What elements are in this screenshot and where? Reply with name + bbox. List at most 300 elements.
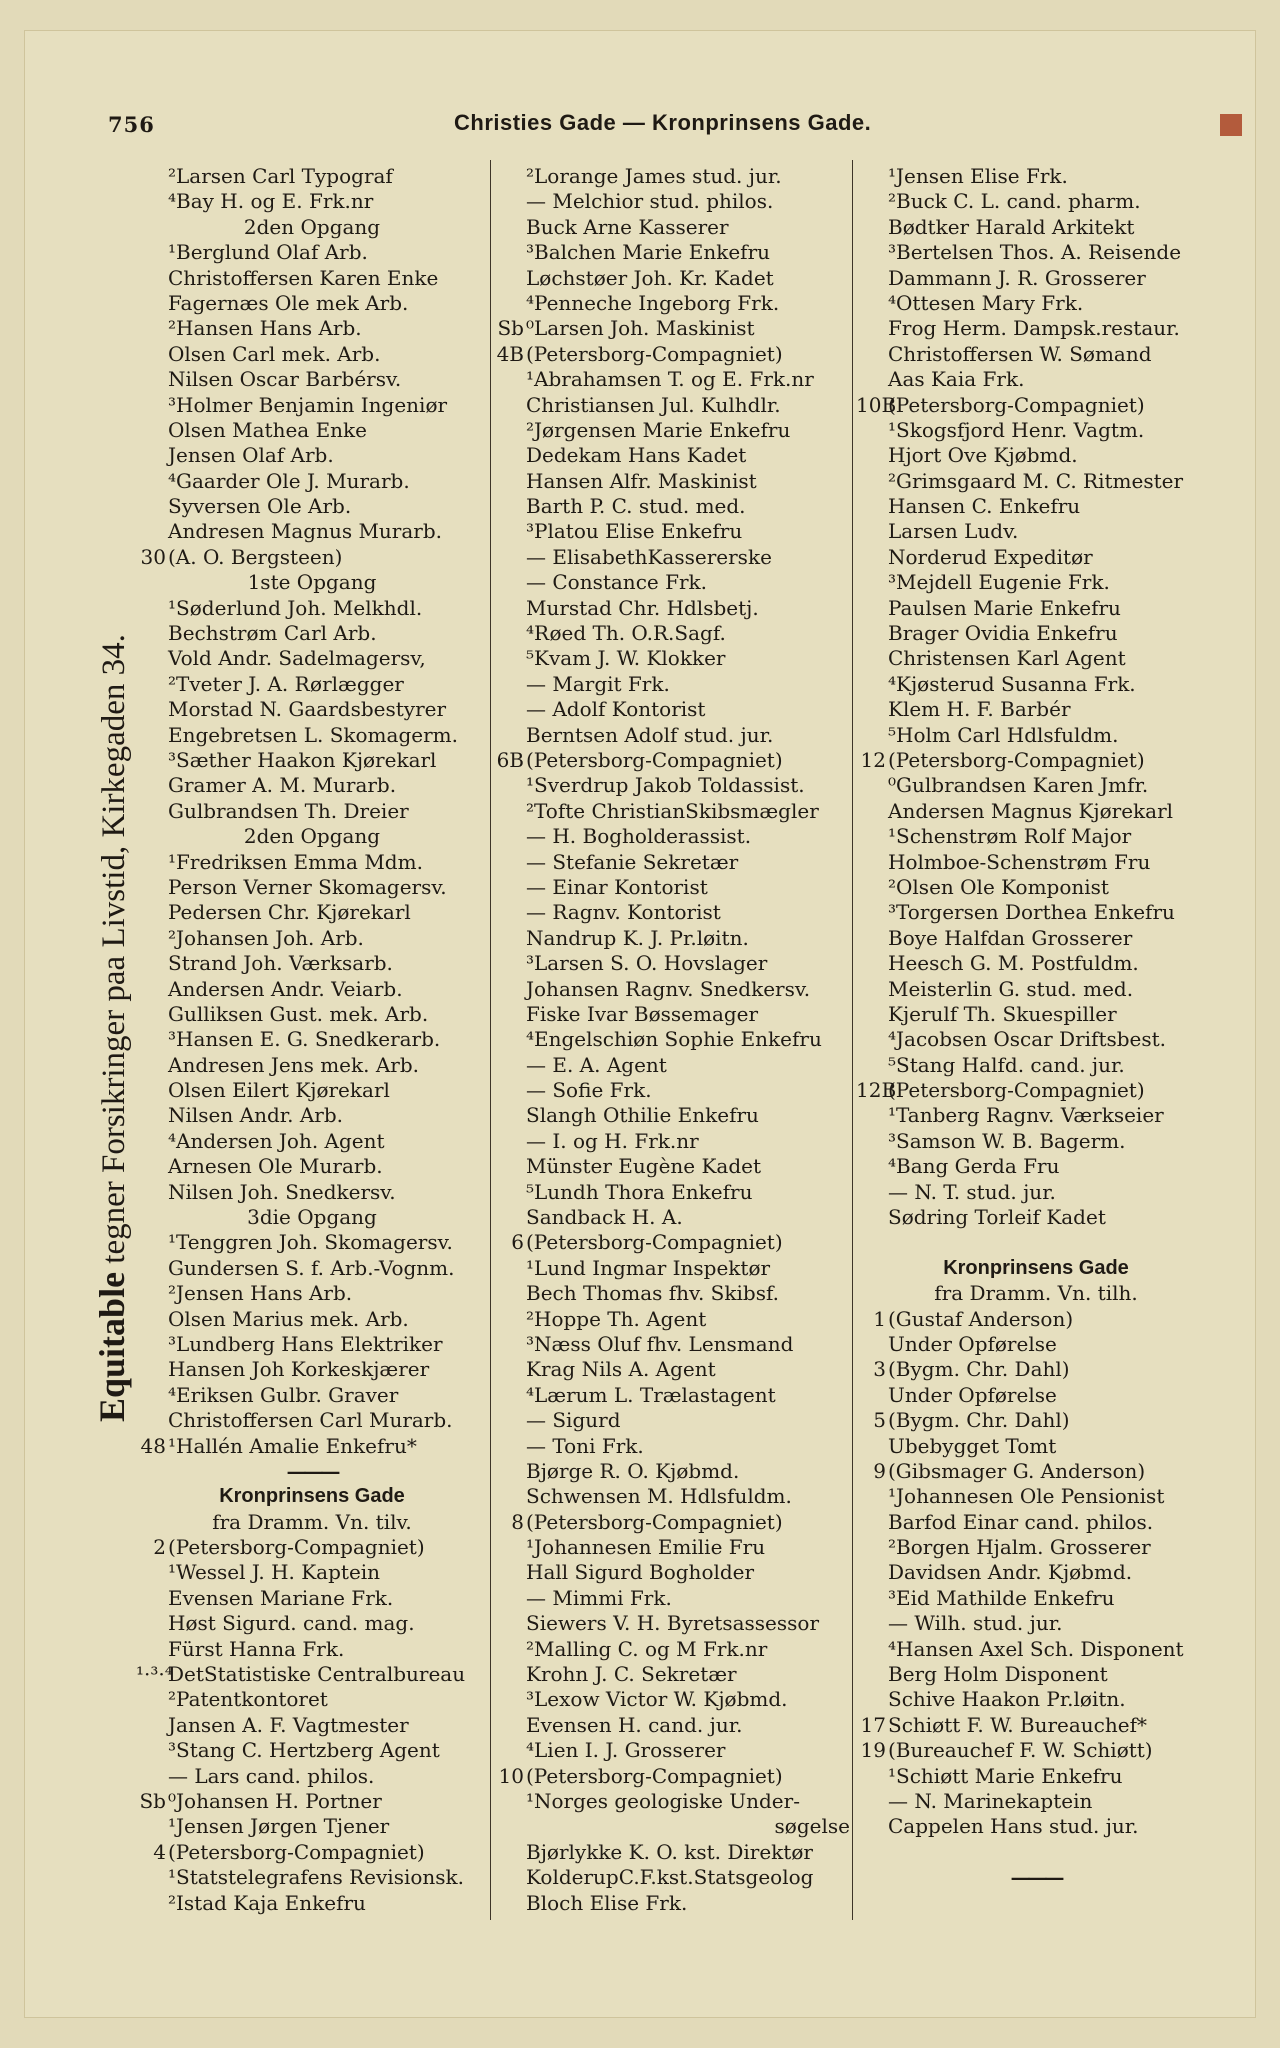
- entry-text: Nilsen Oscar Barbérsv.: [168, 367, 402, 392]
- directory-entry: [136, 240, 488, 265]
- directory-entry: [136, 799, 488, 824]
- entry-text: — Constance Frk.: [526, 570, 707, 595]
- house-number: 3: [873, 1357, 886, 1382]
- house-number: 12: [860, 747, 886, 772]
- directory-entry: [136, 443, 488, 468]
- directory-entry: [136, 1332, 488, 1357]
- entry-text: Andresen Magnus Murarb.: [168, 519, 443, 544]
- directory-entry: [494, 621, 856, 646]
- entry-text: Schiøtt F. W. Bureauchef*: [888, 1712, 1148, 1737]
- entry-text: Johansen Ragnv. Snedkersv.: [526, 976, 811, 1001]
- directory-entry: [856, 291, 1216, 316]
- sub-heading: [136, 570, 488, 595]
- entry-text: Christoffersen W. Sømand: [888, 341, 1152, 366]
- directory-entry: [136, 926, 488, 951]
- entry-text: Aas Kaia Frk.: [888, 367, 1025, 392]
- directory-entry: [136, 1764, 488, 1789]
- directory-entry: [856, 1408, 1216, 1433]
- entry-text: søgelse: [774, 1814, 850, 1839]
- entry-text: ⁰Larsen Joh. Maskinist: [526, 316, 755, 341]
- entry-text: (Petersborg-Compagniet): [526, 341, 783, 366]
- directory-entry: [494, 291, 856, 316]
- directory-entry: [494, 646, 856, 671]
- entry-text: — Ragnv. Kontorist: [526, 900, 721, 925]
- street-heading: [856, 1256, 1216, 1281]
- directory-entry: [494, 189, 856, 214]
- entry-text: — E. A. Agent: [526, 1052, 667, 1077]
- directory-entry: [136, 875, 488, 900]
- directory-entry: [136, 189, 488, 214]
- side-advertisement: [90, 634, 134, 1422]
- entry-text: ⁵Stang Halfd. cand. jur.: [888, 1052, 1125, 1077]
- entry-text: Krag Nils A. Agent: [526, 1357, 716, 1382]
- entry-text: ³Lundberg Hans Elektriker: [168, 1331, 443, 1356]
- directory-entry: [856, 443, 1216, 468]
- directory-entry: [856, 1535, 1216, 1560]
- entry-text: Høst Sigurd. cand. mag.: [168, 1611, 415, 1636]
- directory-entry: [494, 342, 856, 367]
- entry-text: (Petersborg-Compagniet): [526, 747, 783, 772]
- entry-text: ¹Johannesen Emilie Fru: [526, 1535, 766, 1560]
- entry-text: Schive Haakon Pr.løitn.: [888, 1687, 1126, 1712]
- directory-entry: [136, 1637, 488, 1662]
- corner-mark-icon: [1220, 114, 1242, 136]
- directory-entry: [494, 951, 856, 976]
- entry-text: Jensen Olaf Arb.: [168, 443, 334, 468]
- directory-entry: [136, 1408, 488, 1433]
- directory-entry: [494, 1256, 856, 1281]
- directory-entry: [856, 977, 1216, 1002]
- entry-text: Heesch G. M. Postfuldm.: [888, 951, 1139, 976]
- column-divider: [490, 160, 491, 1920]
- entry-text: Dammann J. R. Grosserer: [888, 265, 1146, 290]
- directory-entry: [856, 646, 1216, 671]
- entry-text: Schwensen M. Hdlsfuldm.: [526, 1484, 792, 1509]
- house-number: 6B: [496, 747, 524, 772]
- entry-text: Paulsen Marie Enkefru: [888, 595, 1121, 620]
- entry-text: ¹Schiøtt Marie Enkefru: [888, 1763, 1123, 1788]
- entry-text: ²Tveter J. A. Rørlægger: [168, 671, 404, 696]
- entry-text: ¹Tanberg Ragnv. Værkseier: [888, 1103, 1164, 1128]
- entry-text: Berntsen Adolf stud. jur.: [526, 722, 774, 747]
- street-heading: [136, 1484, 488, 1509]
- entry-text: ²Patentkontoret: [168, 1687, 328, 1712]
- entry-text: ³Balchen Marie Enkefru: [526, 240, 771, 265]
- directory-entry: [494, 1814, 856, 1839]
- entry-text: — Lars cand. philos.: [168, 1763, 375, 1788]
- directory-entry: [494, 900, 856, 925]
- directory-entry: [136, 951, 488, 976]
- directory-entry: [494, 1891, 856, 1916]
- entry-text: Bødtker Harald Arkitekt: [888, 214, 1135, 239]
- directory-entry: [856, 1002, 1216, 1027]
- entry-text: Bechstrøm Carl Arb.: [168, 621, 377, 646]
- directory-entry: [136, 418, 488, 443]
- entry-text: ———: [1010, 1865, 1062, 1890]
- entry-text: ¹Søderlund Joh. Melkhdl.: [168, 595, 423, 620]
- entry-text: Under Opførelse: [888, 1382, 1057, 1407]
- entry-text: Nandrup K. J. Pr.løitn.: [526, 925, 749, 950]
- sub-heading: [136, 215, 488, 240]
- directory-entry: [494, 850, 856, 875]
- entry-text: (A. O. Bergsteen): [168, 544, 343, 569]
- house-number: 8: [511, 1509, 524, 1534]
- entry-text: Jansen A. F. Vagtmester: [168, 1712, 409, 1737]
- directory-entry: [136, 1078, 488, 1103]
- directory-entry: [136, 519, 488, 544]
- entry-text: Fiske Ivar Bøssemager: [526, 1001, 759, 1026]
- entry-text: — Toni Frk.: [526, 1433, 644, 1458]
- entry-text: — Wilh. stud. jur.: [888, 1611, 1063, 1636]
- directory-entry: [136, 1002, 488, 1027]
- directory-entry: [856, 570, 1216, 595]
- directory-entry: [494, 926, 856, 951]
- house-number: 4B: [496, 341, 524, 366]
- sub-heading: [136, 1205, 488, 1230]
- house-number: 17: [860, 1712, 886, 1737]
- entry-text: KolderupC.F.kst.Statsgeolog: [526, 1865, 814, 1890]
- directory-entry: [494, 1129, 856, 1154]
- directory-entry: [494, 240, 856, 265]
- directory-entry: [494, 1611, 856, 1636]
- directory-entry: [136, 393, 488, 418]
- directory-entry: [136, 316, 488, 341]
- directory-column-1: [136, 164, 488, 1916]
- entry-text: ²Hansen Hans Arb.: [168, 316, 362, 341]
- entry-text: ²Jørgensen Marie Enkefru: [526, 417, 791, 442]
- entry-text: ²Larsen Carl Typograf: [168, 164, 393, 188]
- directory-entry: [136, 1713, 488, 1738]
- entry-text: [856, 1840, 888, 1864]
- entry-text: Nilsen Andr. Arb.: [168, 1103, 343, 1128]
- entry-text: (Petersborg-Compagniet): [526, 1509, 783, 1534]
- directory-entry: [494, 1027, 856, 1052]
- entry-text: (Bygm. Chr. Dahl): [888, 1408, 1070, 1433]
- directory-entry: [494, 494, 856, 519]
- directory-entry: [494, 1408, 856, 1433]
- entry-text: Under Opførelse: [888, 1331, 1057, 1356]
- directory-entry: [856, 1307, 1216, 1332]
- directory-entry: [494, 266, 856, 291]
- entry-text: Engebretsen L. Skomagerm.: [168, 722, 458, 747]
- directory-entry: [494, 1637, 856, 1662]
- entry-text: ⁴Bang Gerda Fru: [888, 1154, 1060, 1179]
- entry-text: Bloch Elise Frk.: [526, 1890, 688, 1915]
- entry-text: (Gibsmager G. Anderson): [888, 1458, 1146, 1483]
- entry-text: Frog Herm. Dampsk.restaur.: [888, 316, 1180, 341]
- entry-text: ⁴Lærum L. Trælastagent: [526, 1382, 776, 1407]
- directory-entry: [494, 545, 856, 570]
- directory-entry: [856, 1027, 1216, 1052]
- entry-text: ²Malling C. og M Frk.nr: [526, 1636, 768, 1661]
- directory-entry: [494, 1180, 856, 1205]
- directory-entry: [494, 1103, 856, 1128]
- entry-text: ⁰Johansen H. Portner: [168, 1789, 382, 1813]
- directory-entry: [494, 1789, 856, 1814]
- sub-heading: [856, 1281, 1216, 1306]
- directory-entry: [856, 900, 1216, 925]
- entry-text: ¹Norges geologiske Under-: [526, 1789, 800, 1813]
- entry-text: ¹Wessel J. H. Kaptein: [168, 1560, 381, 1585]
- entry-text: ⁴Ottesen Mary Frk.: [888, 290, 1084, 315]
- entry-text: Krohn J. C. Sekretær: [526, 1662, 737, 1687]
- directory-entry: [494, 316, 856, 341]
- entry-text: Hansen Alfr. Maskinist: [526, 468, 757, 493]
- entry-text: — Melchior stud. philos.: [526, 189, 774, 214]
- directory-entry: [856, 1078, 1216, 1103]
- entry-text: ¹Tenggren Joh. Skomagersv.: [168, 1230, 453, 1255]
- entry-text: — Adolf Kontorist: [526, 697, 706, 722]
- house-number: 2: [153, 1535, 166, 1560]
- directory-entry: [494, 1053, 856, 1078]
- directory-entry: [856, 1637, 1216, 1662]
- directory-entry: [856, 367, 1216, 392]
- directory-entry: [136, 1256, 488, 1281]
- entry-text: Slangh Othilie Enkefru: [526, 1103, 759, 1128]
- entry-text: Kjerulf Th. Skuespiller: [888, 1001, 1117, 1026]
- directory-entry: [856, 1662, 1216, 1687]
- entry-text: — Sofie Frk.: [526, 1078, 652, 1103]
- directory-entry: [494, 1484, 856, 1509]
- entry-text: ⁴Penneche Ingeborg Frk.: [526, 290, 780, 315]
- directory-entry: [856, 596, 1216, 621]
- directory-entry: [136, 723, 488, 748]
- entry-text: ²Grimsgaard M. C. Ritmester: [888, 468, 1184, 493]
- directory-entry: [494, 1738, 856, 1763]
- entry-text: Løchstøer Joh. Kr. Kadet: [526, 265, 774, 290]
- directory-entry: [494, 799, 856, 824]
- entry-text: ³Samson W. B. Bagerm.: [888, 1128, 1126, 1153]
- house-number: 4: [153, 1839, 166, 1864]
- directory-entry: [136, 1103, 488, 1128]
- entry-text: Berg Holm Disponent: [888, 1662, 1108, 1687]
- entry-text: ²Johansen Joh. Arb.: [168, 925, 364, 950]
- house-number: 30: [140, 544, 166, 569]
- house-number: 6: [511, 1230, 524, 1255]
- directory-entry: [856, 1484, 1216, 1509]
- entry-text: ²Hoppe Th. Agent: [526, 1306, 707, 1331]
- entry-text: ²Olsen Ole Komponist: [888, 874, 1109, 899]
- directory-entry: [494, 1357, 856, 1382]
- entry-text: ⁴Jacobsen Oscar Driftsbest.: [888, 1027, 1167, 1052]
- entry-text: ⁵Lundh Thora Enkefru: [526, 1179, 753, 1204]
- directory-entry: [136, 469, 488, 494]
- directory-entry: [136, 1129, 488, 1154]
- directory-entry: [494, 1002, 856, 1027]
- directory-entry: [856, 1103, 1216, 1128]
- house-number: 1: [873, 1306, 886, 1331]
- directory-entry: [494, 1383, 856, 1408]
- entry-text: — N. T. stud. jur.: [888, 1179, 1056, 1204]
- directory-entry: [494, 367, 856, 392]
- directory-entry: [136, 1687, 488, 1712]
- directory-entry: [856, 1180, 1216, 1205]
- directory-entry: [494, 570, 856, 595]
- directory-entry: [856, 1789, 1216, 1814]
- entry-text: ¹Jensen Elise Frk.: [888, 164, 1068, 188]
- entry-text: (Petersborg-Compagniet): [168, 1535, 425, 1560]
- directory-entry: [856, 875, 1216, 900]
- entry-text: Klem H. F. Barbér: [888, 697, 1071, 722]
- entry-text: Strand Joh. Værksarb.: [168, 951, 393, 976]
- directory-entry: [856, 215, 1216, 240]
- directory-entry: [494, 1459, 856, 1484]
- entry-text: Syversen Ole Arb.: [168, 494, 352, 519]
- directory-entry: [136, 1865, 488, 1890]
- entry-text: Evensen H. cand. jur.: [526, 1712, 743, 1737]
- directory-entry: [494, 1154, 856, 1179]
- entry-text: Siewers V. H. Byretsassessor: [526, 1611, 819, 1636]
- entry-text: Vold Andr. Sadelmagersv,: [168, 646, 426, 671]
- entry-text: — Stefanie Sekretær: [526, 849, 739, 874]
- entry-text: (Petersborg-Compagniet): [888, 1078, 1145, 1103]
- directory-entry: [494, 1434, 856, 1459]
- entry-text: ⁴Kjøsterud Susanna Frk.: [888, 671, 1136, 696]
- entry-text: Olsen Marius mek. Arb.: [168, 1306, 409, 1331]
- entry-text: ³Stang C. Hertzberg Agent: [168, 1738, 440, 1763]
- entry-text: ⁴Røed Th. O.R.Sagf.: [526, 621, 726, 646]
- directory-entry: [856, 672, 1216, 697]
- entry-text: ⁴Hansen Axel Sch. Disponent: [888, 1636, 1184, 1661]
- entry-text: Fagernæs Ole mek Arb.: [168, 290, 409, 315]
- directory-entry: [856, 240, 1216, 265]
- directory-entry: [856, 621, 1216, 646]
- entry-text: ²Jensen Hans Arb.: [168, 1281, 353, 1306]
- entry-text: ⁵Kvam J. W. Klokker: [526, 646, 726, 671]
- entry-text: Barfod Einar cand. philos.: [888, 1509, 1154, 1534]
- entry-text: Sandback H. A.: [526, 1205, 683, 1230]
- entry-text: fra Dramm. Vn. tilv.: [212, 1509, 412, 1534]
- entry-text: (Petersborg-Compagniet): [888, 392, 1145, 417]
- directory-column-3: [856, 164, 1216, 1891]
- entry-text: Kronprinsens Gade: [219, 1485, 405, 1508]
- directory-entry: [136, 621, 488, 646]
- directory-entry: [136, 977, 488, 1002]
- entry-text: ⁴Engelschiøn Sophie Enkefru: [526, 1027, 822, 1052]
- entry-text: (Petersborg-Compagniet): [526, 1763, 783, 1788]
- directory-entry: [494, 519, 856, 544]
- entry-text: Bjørlykke K. O. kst. Direktør: [526, 1839, 813, 1864]
- directory-entry: [494, 748, 856, 773]
- entry-text: Holmboe-Schenstrøm Fru: [888, 849, 1151, 874]
- entry-text: Hansen C. Enkefru: [888, 494, 1081, 519]
- entry-text: ¹Johannesen Ole Pensionist: [888, 1484, 1165, 1509]
- entry-text: — Sigurd: [526, 1408, 621, 1433]
- spacer: [856, 1840, 1216, 1865]
- entry-text: ¹Lund Ingmar Inspektør: [526, 1255, 771, 1280]
- entry-text: Brager Ovidia Enkefru: [888, 621, 1118, 646]
- side-ad-brand: Equitable: [92, 1271, 132, 1422]
- entry-text: ²Lorange James stud. jur.: [526, 164, 782, 188]
- entry-text: — Mimmi Frk.: [526, 1585, 672, 1610]
- entry-text: Morstad N. Gaardsbestyrer: [168, 697, 447, 722]
- directory-entry: [856, 799, 1216, 824]
- directory-entry: [136, 697, 488, 722]
- house-number: 10B: [856, 392, 897, 417]
- directory-entry: [856, 189, 1216, 214]
- directory-entry: [856, 342, 1216, 367]
- directory-entry: [494, 164, 856, 189]
- entry-text: ²Buck C. L. cand. pharm.: [888, 189, 1141, 214]
- entry-text: 1ste Opgang: [247, 570, 377, 595]
- directory-entry: [136, 773, 488, 798]
- house-number: 9: [873, 1458, 886, 1483]
- directory-entry: [136, 494, 488, 519]
- entry-text: Andresen Jens mek. Arb.: [168, 1052, 420, 1077]
- directory-entry: [494, 723, 856, 748]
- entry-text: Hall Sigurd Bogholder: [526, 1560, 755, 1585]
- entry-text: Gulliksen Gust. mek. Arb.: [168, 1001, 429, 1026]
- directory-entry: [856, 469, 1216, 494]
- directory-entry: [856, 393, 1216, 418]
- house-number: 19: [860, 1738, 886, 1763]
- directory-entry: [494, 1713, 856, 1738]
- entry-text: — H. Bogholderassist.: [526, 824, 752, 849]
- directory-entry: [136, 1053, 488, 1078]
- entry-text: 2den Opgang: [243, 824, 381, 849]
- directory-entry: [856, 1687, 1216, 1712]
- entry-text: Nilsen Joh. Snedkersv.: [168, 1179, 396, 1204]
- directory-entry: [136, 1891, 488, 1916]
- entry-text: ³Lexow Victor W. Kjøbmd.: [526, 1687, 788, 1712]
- directory-entry: [494, 469, 856, 494]
- directory-entry: [856, 1434, 1216, 1459]
- entry-text: Cappelen Hans stud. jur.: [888, 1814, 1139, 1839]
- directory-entry: [136, 1586, 488, 1611]
- directory-entry: [136, 1662, 488, 1687]
- entry-text: Fürst Hanna Frk.: [168, 1636, 345, 1661]
- directory-entry: [136, 850, 488, 875]
- directory-entry: [136, 646, 488, 671]
- running-head: Christies Gade — Kronprinsens Gade.: [454, 110, 872, 135]
- entry-text: Olsen Carl mek. Arb.: [168, 341, 381, 366]
- directory-entry: [136, 266, 488, 291]
- directory-entry: [494, 773, 856, 798]
- directory-entry: [136, 1560, 488, 1585]
- entry-text: Murstad Chr. Hdlsbetj.: [526, 595, 759, 620]
- directory-entry: [136, 1434, 488, 1459]
- entry-text: Christensen Karl Agent: [888, 646, 1126, 671]
- entry-text: — ElisabethKassererske: [526, 544, 772, 569]
- entry-text: — N. Marinekaptein: [888, 1789, 1093, 1813]
- entry-text: ⁵Holm Carl Hdlsfuldm.: [888, 722, 1119, 747]
- directory-entry: [856, 1129, 1216, 1154]
- house-number: Sb: [497, 316, 524, 341]
- directory-entry: [856, 1814, 1216, 1839]
- entry-text: Hansen Joh Korkeskjærer: [168, 1357, 430, 1382]
- entry-text: ⁴Bay H. og E. Frk.nr: [168, 189, 374, 214]
- side-ad-text: tegner Forsikringer paa Livstid, Kirkegaden 34.: [96, 634, 132, 1272]
- directory-entry: [494, 977, 856, 1002]
- directory-entry: [494, 1840, 856, 1865]
- entry-text: Barth P. C. stud. med.: [526, 494, 746, 519]
- entry-text: ¹Fredriksen Emma Mdm.: [168, 849, 423, 874]
- directory-entry: [136, 1611, 488, 1636]
- entry-text: ³Sæther Haakon Kjørekarl: [168, 747, 437, 772]
- entry-text: Bjørge R. O. Kjøbmd.: [526, 1458, 740, 1483]
- directory-entry: [494, 875, 856, 900]
- entry-text: ²Borgen Hjalm. Grosserer: [888, 1535, 1151, 1560]
- entry-text: ⁴Lien I. J. Grosserer: [526, 1738, 726, 1763]
- entry-text: ———: [286, 1458, 338, 1483]
- entry-text: (Petersborg-Compagniet): [526, 1230, 783, 1255]
- directory-entry: [856, 545, 1216, 570]
- entry-text: Ubebygget Tomt: [888, 1433, 1057, 1458]
- entry-text: (Petersborg-Compagniet): [168, 1839, 425, 1864]
- entry-text: ³Larsen S. O. Hovslager: [526, 951, 768, 976]
- directory-entry: [494, 697, 856, 722]
- house-number: 12B: [856, 1078, 897, 1103]
